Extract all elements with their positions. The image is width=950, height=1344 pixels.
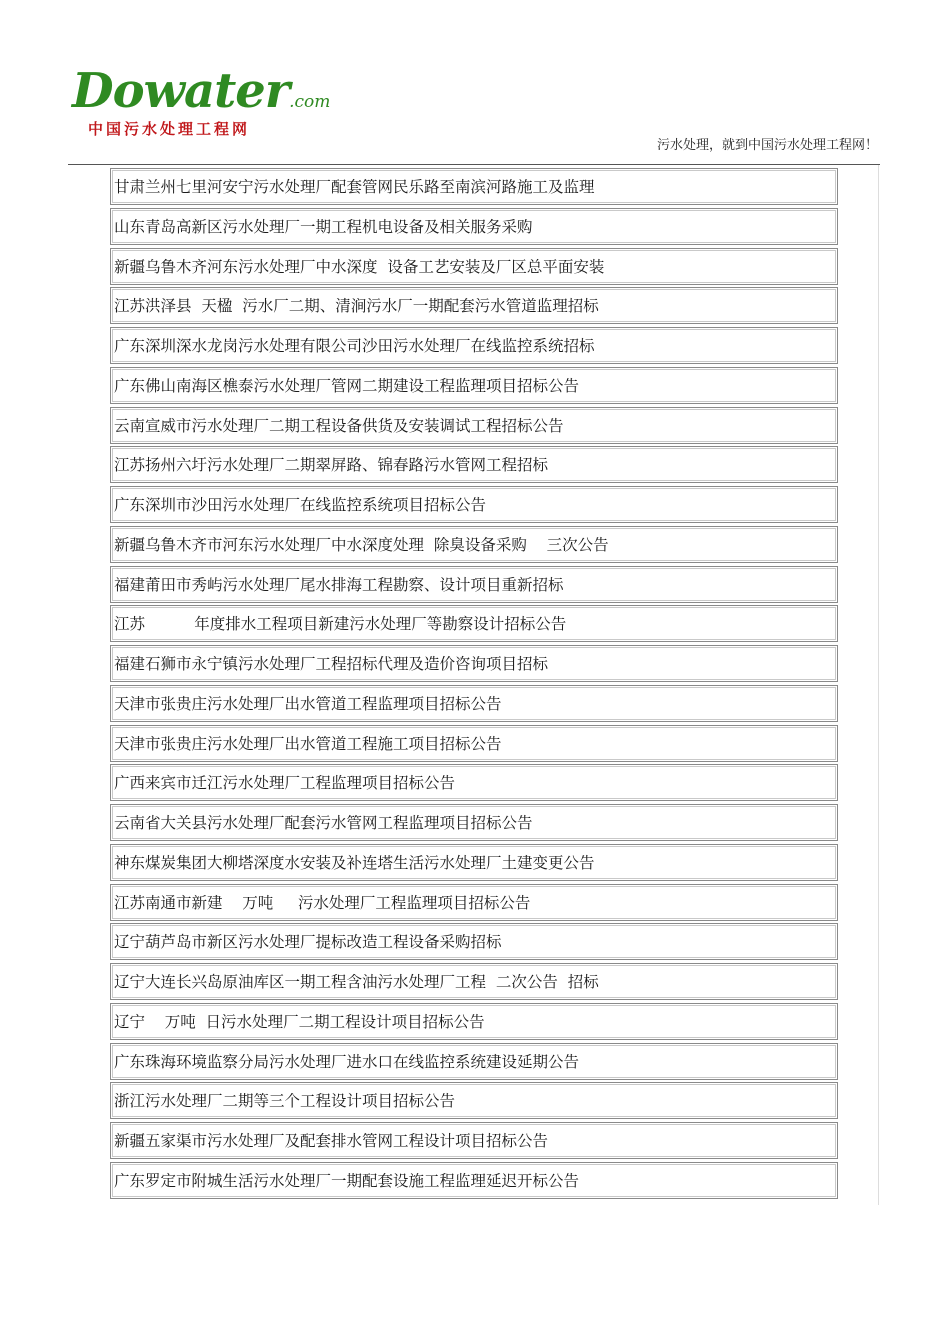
list-item[interactable] — [110, 168, 838, 205]
list-item[interactable] — [110, 287, 838, 324]
logo-subtitle: 中国污水处理工程网 — [88, 120, 251, 138]
list-item-link[interactable]: 江苏扬州六圩污水处理厂二期翠屏路、锦春路污水管网工程招标 — [114, 456, 549, 475]
list-item-link[interactable]: 广东深圳深水龙岗污水处理有限公司沙田污水处理厂在线监控系统招标 — [114, 337, 595, 355]
list-item-link[interactable]: 福建莆田市秀屿污水处理厂尾水排海工程勘察、设计项目重新招标 — [114, 575, 564, 594]
list-item[interactable] — [110, 1043, 838, 1080]
list-item[interactable] — [110, 605, 838, 642]
list-item-link[interactable]: 甘肃兰州七里河安宁污水处理厂配套管网民乐路至南滨河路施工及监理 — [114, 178, 595, 196]
list-item[interactable] — [110, 407, 838, 444]
list-item[interactable] — [110, 566, 838, 603]
list-item[interactable] — [110, 367, 838, 404]
list-item[interactable] — [110, 327, 838, 364]
list-item[interactable] — [110, 645, 838, 682]
list-item-link[interactable]: 辽宁 万吨 日污水处理厂二期工程设计项目招标公告 — [114, 1012, 485, 1031]
list-item-link[interactable]: 新疆乌鲁木齐河东污水处理厂中水深度 设备工艺安装及厂区总平面安装 — [114, 257, 605, 276]
list-item[interactable] — [110, 1162, 838, 1199]
list-item[interactable] — [110, 1003, 838, 1040]
list-item-link[interactable]: 新疆乌鲁木齐市河东污水处理厂中水深度处理 除臭设备采购 三次公告 — [114, 535, 609, 554]
list-item-link[interactable]: 天津市张贵庄污水处理厂出水管道工程监理项目招标公告 — [114, 694, 502, 713]
list-item[interactable] — [110, 486, 838, 523]
list-item-link[interactable]: 广东深圳市沙田污水处理厂在线监控系统项目招标公告 — [114, 496, 487, 514]
list-item-link[interactable]: 江苏南通市新建 万吨 污水处理厂工程监理项目招标公告 — [114, 893, 531, 912]
list-item[interactable] — [110, 446, 838, 483]
list-item-link[interactable]: 辽宁大连长兴岛原油库区一期工程含油污水处理厂工程 二次公告 招标 — [114, 973, 599, 991]
list-item[interactable] — [110, 725, 838, 762]
list-item-link[interactable]: 新疆五家渠市污水处理厂及配套排水管网工程设计项目招标公告 — [114, 1132, 549, 1150]
list-item-link[interactable]: 广西来宾市迁江污水处理厂工程监理项目招标公告 — [114, 774, 456, 793]
list-item-link[interactable]: 云南省大关县污水处理厂配套污水管网工程监理项目招标公告 — [114, 814, 533, 832]
list-item-link[interactable]: 广东佛山南海区樵泰污水处理厂管网二期建设工程监理项目招标公告 — [114, 376, 580, 395]
list-item-link[interactable]: 云南宣威市污水处理厂二期工程设备供货及安装调试工程招标公告 — [114, 416, 564, 435]
list-item[interactable] — [110, 685, 838, 722]
list-item-link[interactable]: 江苏 年度排水工程项目新建污水处理厂等勘察设计招标公告 — [114, 615, 567, 634]
list-item-link[interactable]: 神东煤炭集团大柳塔深度水安装及补连塔生活污水处理厂土建变更公告 — [114, 853, 595, 872]
list-item-link[interactable]: 天津市张贵庄污水处理厂出水管道工程施工项目招标公告 — [114, 734, 502, 753]
list-item[interactable] — [110, 1122, 838, 1159]
site-logo[interactable] — [72, 63, 331, 138]
list-item[interactable] — [110, 208, 838, 245]
logo-domain: .com — [289, 92, 331, 112]
list-item[interactable] — [110, 844, 838, 881]
header-slogan: 污水处理，就到中国污水处理工程网！ — [656, 138, 878, 153]
list-item-link[interactable]: 广东罗定市附城生活污水处理厂一期配套设施工程监理延迟开标公告 — [114, 1171, 580, 1190]
list-item-link[interactable]: 江苏洪泽县 天楹 污水厂二期、清涧污水厂一期配套污水管道监理招标 — [114, 297, 599, 316]
list-item[interactable] — [110, 526, 838, 563]
list-item[interactable] — [110, 764, 838, 801]
list-item[interactable] — [110, 248, 838, 285]
list-item[interactable] — [110, 1082, 838, 1119]
list-item-link[interactable]: 广东珠海环境监察分局污水处理厂进水口在线监控系统建设延期公告 — [114, 1052, 580, 1071]
logo-wordmark — [72, 63, 331, 125]
list-item-link[interactable]: 辽宁葫芦岛市新区污水处理厂提标改造工程设备采购招标 — [114, 933, 502, 952]
list-item[interactable] — [110, 884, 838, 921]
logo-wordmark-text: Dowater — [72, 63, 290, 119]
tender-list — [110, 168, 838, 1202]
right-border — [878, 165, 879, 1205]
list-item[interactable] — [110, 804, 838, 841]
list-item-link[interactable]: 山东青岛高新区污水处理厂一期工程机电设备及相关服务采购 — [114, 217, 533, 236]
list-item-link[interactable]: 福建石狮市永宁镇污水处理厂工程招标代理及造价咨询项目招标 — [114, 655, 549, 673]
header-divider — [68, 164, 880, 165]
list-item[interactable] — [110, 923, 838, 960]
list-item[interactable] — [110, 963, 838, 1000]
list-item-link[interactable]: 浙江污水处理厂二期等三个工程设计项目招标公告 — [114, 1092, 456, 1111]
